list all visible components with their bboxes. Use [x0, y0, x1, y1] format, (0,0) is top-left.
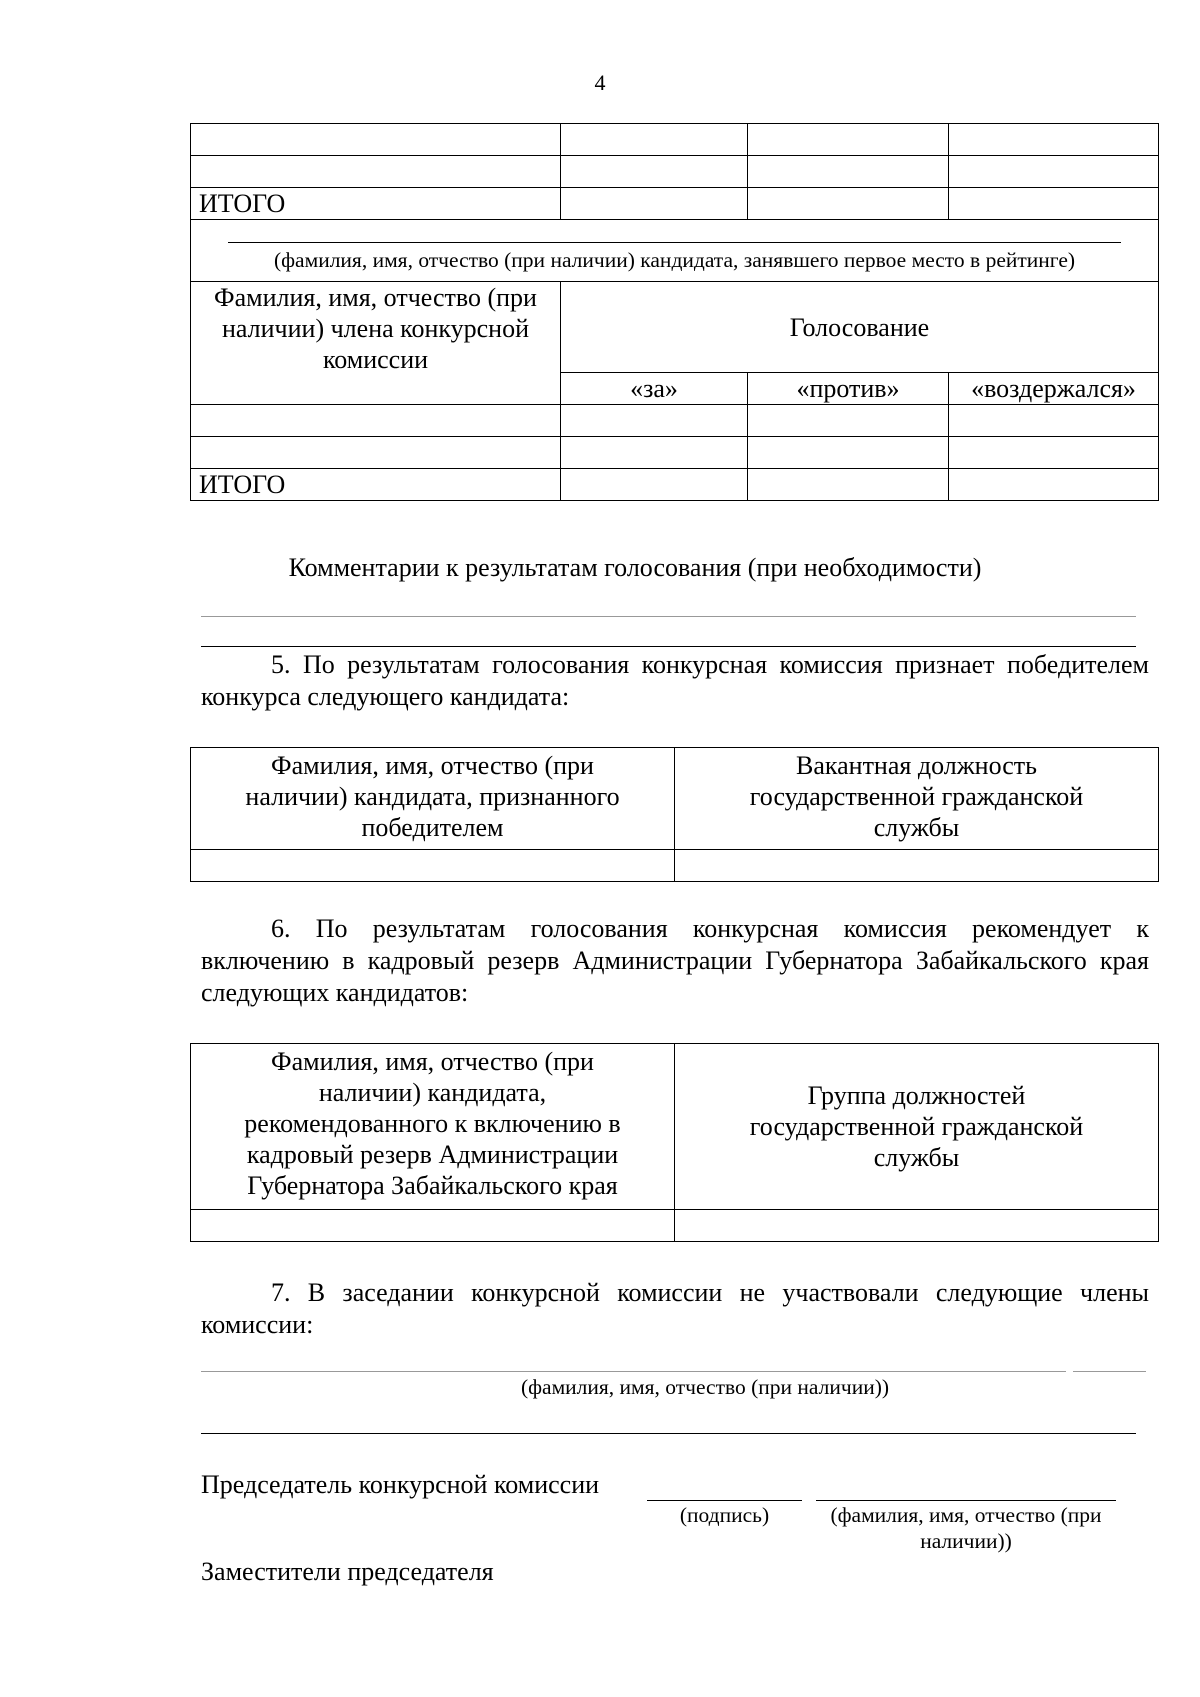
winner-name-header: Фамилия, имя, отчество (при наличии) кандидата, признанного победителем: [191, 748, 675, 850]
comments-line-2[interactable]: [201, 646, 1136, 647]
header-row: [191, 748, 1159, 850]
table-cell[interactable]: [191, 850, 675, 882]
vote-abstain-header: «воздержался»: [949, 373, 1159, 405]
table-cell[interactable]: [748, 469, 949, 501]
table-cell[interactable]: [191, 156, 561, 188]
vote-against-header: «против»: [748, 373, 949, 405]
table-cell[interactable]: [561, 124, 748, 156]
section-5-text: 5. По результатам голосования конкурсная комиссия признает победителем конкурса следующего кандидата:: [201, 650, 1149, 711]
total-label: ИТОГО: [191, 469, 561, 501]
table-row: [191, 1210, 1159, 1242]
voting-header: Голосование: [561, 282, 1159, 373]
name-caption: (фамилия, имя, отчество (при наличии)): [830, 1503, 1102, 1553]
absent-members-line-2[interactable]: [201, 1433, 1136, 1434]
table-cell[interactable]: [748, 124, 949, 156]
table-row: [191, 156, 1159, 188]
comments-label: Комментарии к результатам голосования (при необходимости): [288, 553, 982, 582]
table-cell[interactable]: [561, 405, 748, 437]
deputies-label: Заместители председателя: [201, 1557, 494, 1586]
table-cell[interactable]: [191, 1210, 675, 1242]
table-cell[interactable]: [561, 437, 748, 469]
table-cell[interactable]: [748, 156, 949, 188]
table-cell[interactable]: [949, 188, 1159, 220]
candidate-row: [191, 220, 1159, 282]
total-row: [191, 469, 1159, 501]
table-cell[interactable]: [561, 188, 748, 220]
header-row: [191, 282, 1159, 373]
table-cell[interactable]: [191, 405, 561, 437]
header-row: [191, 1044, 1159, 1210]
table-cell[interactable]: [748, 405, 949, 437]
table-cell[interactable]: [949, 437, 1159, 469]
total-label: ИТОГО: [191, 188, 561, 220]
table-cell[interactable]: [191, 437, 561, 469]
table-cell[interactable]: [191, 124, 561, 156]
section-6-text: 6. По результатам голосования конкурсная комиссия рекомендует к включению в кадровый резерв Администрации Губернатора Забайкальского края следующих кандидатов:: [201, 914, 1149, 1007]
table-cell[interactable]: [949, 405, 1159, 437]
chairman-signature-line[interactable]: [647, 1500, 802, 1501]
rating-voting-table: [190, 123, 1159, 501]
candidate-cell[interactable]: [191, 220, 1159, 282]
table-cell[interactable]: [949, 469, 1159, 501]
chairman-name-line[interactable]: [816, 1500, 1116, 1501]
table-cell[interactable]: [561, 469, 748, 501]
table-cell[interactable]: [949, 156, 1159, 188]
absent-members-caption: (фамилия, имя, отчество (при наличии)): [520, 1375, 890, 1399]
absent-members-line[interactable]: [201, 1371, 1066, 1372]
table-cell[interactable]: [949, 124, 1159, 156]
vote-for-header: «за»: [561, 373, 748, 405]
chairman-label: Председатель конкурсной комиссии: [201, 1470, 600, 1499]
table-cell[interactable]: [675, 850, 1159, 882]
table-row: [191, 850, 1159, 882]
vacancy-header: Вакантная должность государственной гражданской службы: [675, 748, 1159, 850]
table-cell[interactable]: [748, 188, 949, 220]
reserve-table: [190, 1043, 1159, 1242]
section-7-text: 7. В заседании конкурсной комиссии не участвовали следующие члены комиссии:: [201, 1278, 1149, 1339]
table-cell[interactable]: [561, 156, 748, 188]
table-row: [191, 124, 1159, 156]
table-cell[interactable]: [675, 1210, 1159, 1242]
comments-line-1[interactable]: [201, 616, 1136, 617]
table-row: [191, 437, 1159, 469]
member-header: Фамилия, имя, отчество (при наличии) члена конкурсной комиссии: [191, 282, 561, 405]
winner-table: [190, 747, 1159, 882]
candidate-underline: [228, 242, 1121, 243]
table-cell[interactable]: [748, 437, 949, 469]
page-number: 4: [594, 70, 606, 95]
absent-members-line-end[interactable]: [1073, 1371, 1146, 1372]
reserve-name-header: Фамилия, имя, отчество (при наличии) кандидата, рекомендованного к включению в кадровый резерв Администрации Губернатора Забайкальского края: [191, 1044, 675, 1210]
signature-caption: (подпись): [679, 1503, 770, 1527]
total-row: [191, 188, 1159, 220]
table-row: [191, 405, 1159, 437]
candidate-caption: (фамилия, имя, отчество (при наличии) кандидата, занявшего первое место в рейтинге): [273, 248, 1076, 272]
position-group-header: Группа должностей государственной гражданской службы: [675, 1044, 1159, 1210]
